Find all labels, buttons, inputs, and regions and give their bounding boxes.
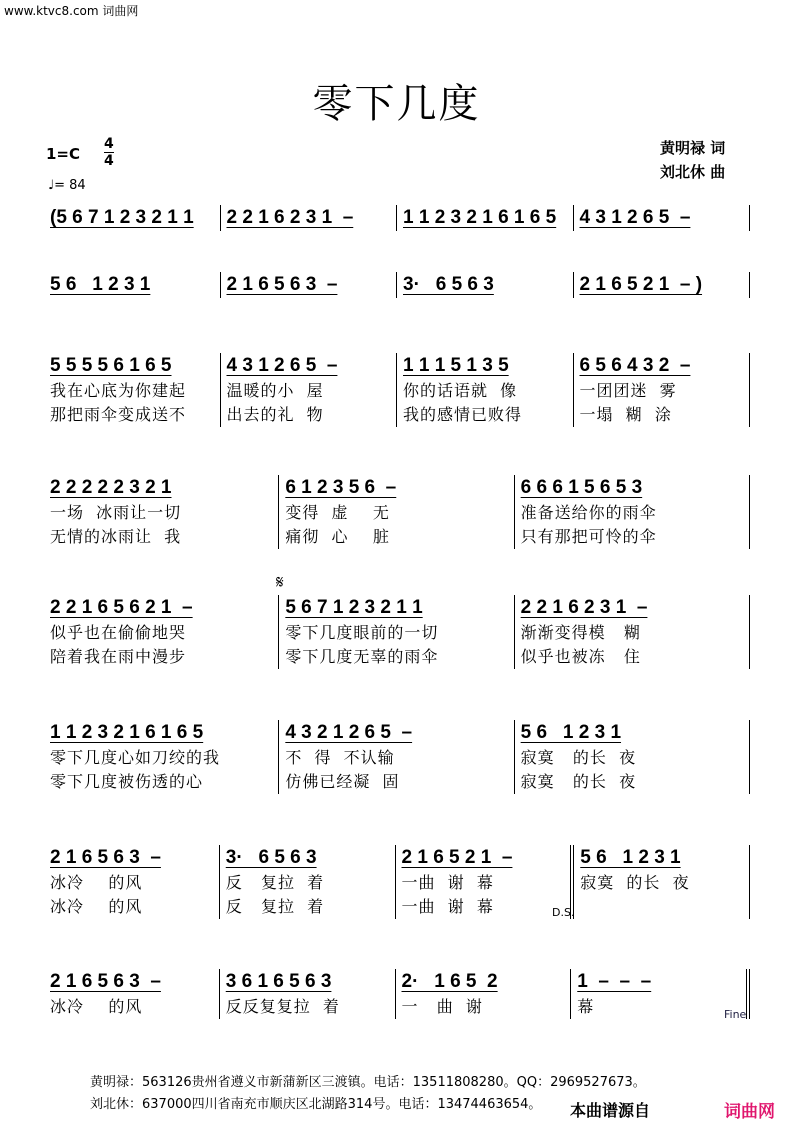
tempo-marking: ♩= 84	[48, 178, 86, 193]
measure-notes: 2 1 6 5 2 1 – )	[579, 274, 703, 295]
lyric-line: 变得 虚 无	[285, 503, 390, 522]
measure-notes: 2 2 1 6 5 6 2 1 –	[50, 597, 193, 618]
measure	[44, 205, 221, 231]
lyric-line: 只有那把可怜的伞	[520, 527, 657, 546]
measure	[220, 969, 396, 1019]
song-title: 零下几度	[312, 81, 481, 127]
measure	[44, 720, 279, 794]
measure-notes: 1 1 1 5 1 3 5	[403, 355, 509, 376]
measure-notes: (5 6 7 1 2 3 2 1 1	[50, 207, 194, 228]
measure	[221, 272, 398, 298]
lyric-line: 冰冷 的风	[50, 997, 143, 1016]
measure-notes: 5 6 1 2 3 1	[520, 722, 622, 743]
measure	[221, 353, 398, 427]
site-logo[interactable]: 词曲网	[724, 1102, 775, 1122]
segno-sign: 𝄋	[276, 572, 284, 593]
measure	[574, 272, 751, 298]
footer-line: 黄明禄：563126贵州省遵义市新蒲新区三渡镇。电话：13511808280。QQ：2969527673。	[90, 1075, 646, 1090]
measure	[397, 353, 574, 427]
lyric-line: 不 得 不认输	[285, 748, 395, 767]
measure	[396, 845, 575, 919]
lyric-line: 准备送给你的雨伞	[520, 503, 657, 522]
credits	[660, 136, 725, 184]
meter-bottom: 4	[104, 153, 114, 169]
measure	[220, 845, 396, 919]
measure-notes: 2 2 1 6 2 3 1 –	[520, 597, 648, 618]
lyric-line: 零下几度被伤透的心	[50, 772, 204, 791]
lyric-line: 幕	[577, 997, 595, 1016]
lyric-line: 零下几度心如刀绞的我	[50, 748, 221, 767]
lyric-line: 无情的冰雨让 我	[50, 527, 182, 546]
lyric-line: 一团团迷 雾	[579, 381, 677, 400]
lyric-line: 似乎也在偷偷地哭	[50, 623, 187, 642]
lyric-line: 痛彻 心 脏	[285, 527, 390, 546]
score-row	[44, 272, 750, 298]
composer: 刘北休 曲	[660, 163, 726, 181]
measure	[44, 353, 221, 427]
ds-marking: D.S.	[552, 906, 575, 919]
score-row	[44, 353, 750, 427]
measure	[515, 720, 750, 794]
measure-notes: 3· 6 5 6 3	[403, 274, 494, 295]
lyric-line: 反 复拉 着	[225, 873, 325, 892]
lyric-line: 一曲 谢 幕	[401, 897, 494, 916]
measure	[574, 845, 750, 919]
measure-notes: 4 3 2 1 2 6 5 –	[285, 722, 413, 743]
footer-line: 刘北休：637000四川省南充市顺庆区北湖路314号。电话：13474463654。	[90, 1097, 542, 1112]
lyric-line: 零下几度眼前的一切	[285, 623, 439, 642]
lyric-line: 寂寞 的长 夜	[520, 772, 637, 791]
measure-notes: 3· 6 5 6 3	[225, 847, 317, 868]
lyric-line: 我在心底为你建起	[50, 381, 187, 400]
measure	[44, 845, 220, 919]
lyricist: 黄明禄 词	[660, 139, 726, 157]
lyric-line: 冰冷 的风	[50, 873, 143, 892]
measure-notes: 4 3 1 2 6 5 –	[579, 207, 691, 228]
score-row	[44, 720, 750, 794]
measure	[221, 205, 398, 231]
meter-top: 4	[104, 136, 114, 152]
lyric-line: 一曲 谢 幕	[401, 873, 494, 892]
measure	[44, 475, 279, 549]
score-row	[44, 475, 750, 549]
measure-notes: 6 1 2 3 5 6 –	[285, 477, 397, 498]
measure-notes: 2· 1 6 5 2	[401, 971, 498, 992]
lyric-line: 温暖的小 屋	[226, 381, 324, 400]
measure	[279, 475, 514, 549]
lyric-line: 那把雨伞变成送不	[50, 405, 187, 424]
lyric-line: 一场 冰雨让一切	[50, 503, 182, 522]
lyric-line: 反 复拉 着	[225, 897, 325, 916]
measure	[44, 595, 279, 669]
measure	[279, 720, 514, 794]
measure-notes: 2 2 1 6 2 3 1 –	[226, 207, 354, 228]
measure-notes: 3 6 1 6 5 6 3	[225, 971, 332, 992]
measure-notes: 1 1 2 3 2 1 6 1 6 5	[403, 207, 557, 228]
measure	[397, 205, 574, 231]
lyric-line: 一 曲 谢	[401, 997, 483, 1016]
measure-notes: 6 6 6 1 5 6 5 3	[520, 477, 643, 498]
measure	[396, 969, 572, 1019]
fine-marking: Fine	[724, 1008, 747, 1021]
lyric-line: 似乎也被冻 住	[520, 647, 641, 666]
measure	[44, 272, 221, 298]
measure-notes: 5 6 7 1 2 3 2 1 1	[285, 597, 423, 618]
measure	[44, 969, 220, 1019]
measure	[574, 353, 751, 427]
measure-notes: 2 1 6 5 6 3 –	[226, 274, 338, 295]
source-label: 本曲谱源自	[570, 1101, 651, 1120]
measure	[397, 272, 574, 298]
measure-notes: 5 5 5 5 6 1 6 5	[50, 355, 172, 376]
measure-notes: 6 5 6 4 3 2 –	[579, 355, 691, 376]
measure-notes: 2 1 6 5 6 3 –	[50, 847, 161, 868]
measure-notes: 2 1 6 5 2 1 –	[401, 847, 513, 868]
key-signature: 1=C	[46, 145, 81, 163]
measure	[515, 595, 750, 669]
lyric-line: 一塌 糊 涂	[579, 405, 672, 424]
measure-notes: 1 1 2 3 2 1 6 1 6 5	[50, 722, 204, 743]
lyric-line: 你的话语就 像	[403, 381, 518, 400]
site-watermark: www.ktvc8.com 词曲网	[4, 4, 139, 18]
measure-notes: 5 6 1 2 3 1	[580, 847, 681, 868]
score-row	[44, 969, 750, 1019]
lyric-line: 陪着我在雨中漫步	[50, 647, 187, 666]
lyric-line: 寂寞 的长 夜	[580, 873, 690, 892]
lyric-line: 冰冷 的风	[50, 897, 143, 916]
measure-notes: 5 6 1 2 3 1	[50, 274, 151, 295]
measure	[515, 475, 750, 549]
lyric-line: 仿佛已经凝 固	[285, 772, 400, 791]
measure	[279, 595, 514, 669]
lyric-line: 反反复复拉 着	[225, 997, 340, 1016]
score-row	[44, 845, 750, 919]
measure-notes: 2 1 6 5 6 3 –	[50, 971, 161, 992]
lyric-line: 渐渐变得模 糊	[520, 623, 641, 642]
score-row	[44, 595, 750, 669]
lyric-line: 零下几度无辜的雨伞	[285, 647, 439, 666]
measure-notes: 1 – – –	[577, 971, 652, 992]
lyric-line: 我的感情已败得	[403, 405, 523, 424]
lyric-line: 寂寞 的长 夜	[520, 748, 637, 767]
measure-notes: 4 3 1 2 6 5 –	[226, 355, 338, 376]
lyric-line	[580, 895, 743, 919]
lyric-line: 出去的礼 物	[226, 405, 324, 424]
contact-footer	[90, 1072, 646, 1116]
time-signature	[104, 136, 114, 169]
measure-notes: 2 2 2 2 2 3 2 1	[50, 477, 172, 498]
measure	[574, 205, 751, 231]
score-row	[44, 205, 750, 231]
